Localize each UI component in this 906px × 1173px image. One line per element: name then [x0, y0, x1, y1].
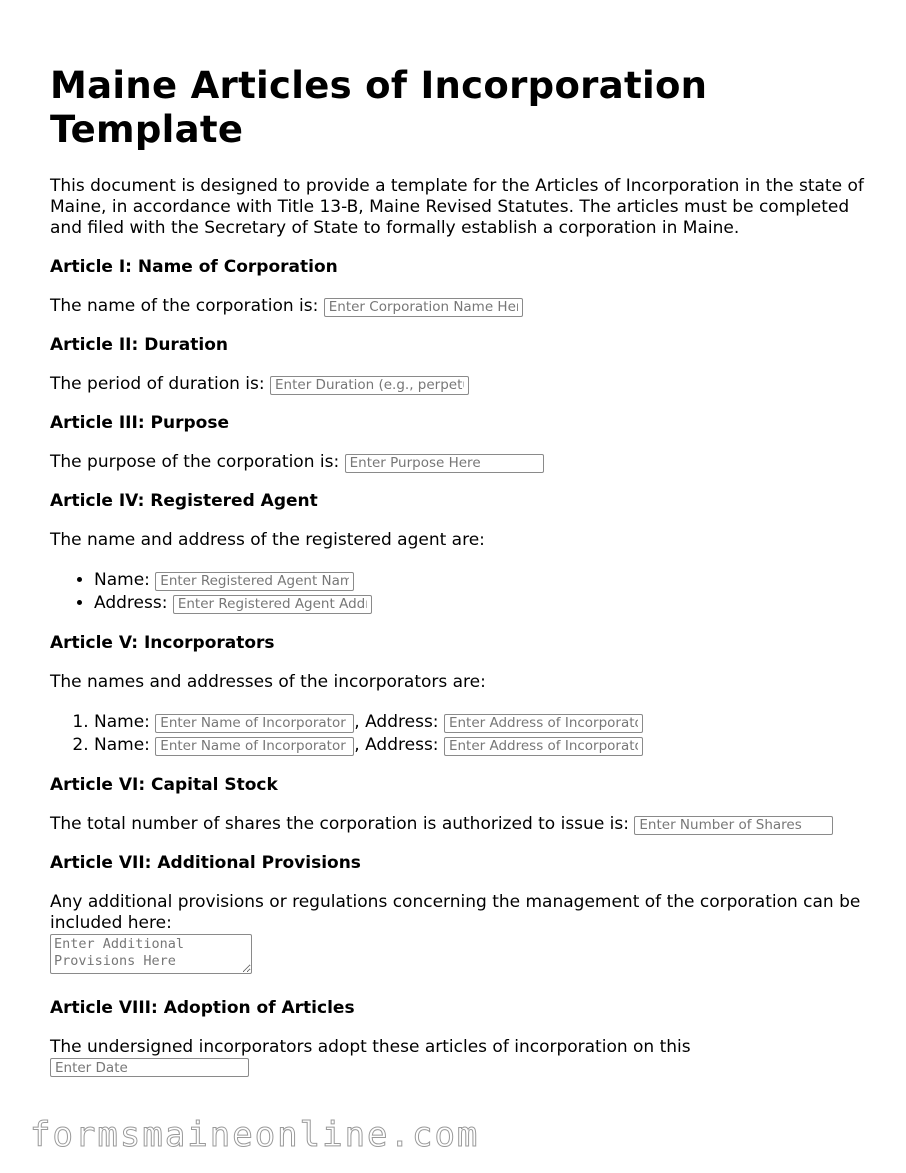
article-1-heading: Article I: Name of Corporation	[50, 257, 338, 277]
article-2-heading: Article II: Duration	[50, 335, 229, 355]
date-input[interactable]	[50, 1058, 249, 1077]
incorporator-1-address-input[interactable]	[444, 714, 643, 733]
article-2-text: The period of duration is:	[50, 374, 265, 394]
article-3-paragraph	[50, 452, 870, 473]
article-5-heading: Article V: Incorporators	[50, 633, 275, 653]
list-item	[94, 734, 870, 757]
article-3-text: The purpose of the corporation is:	[50, 452, 340, 472]
incorporator-address-label: , Address:	[354, 712, 439, 732]
corporation-name-input[interactable]	[324, 298, 523, 317]
agent-address-label: Address:	[94, 593, 168, 613]
article-7-heading: Article VII: Additional Provisions	[50, 853, 361, 873]
incorporator-1-name-input[interactable]	[155, 714, 354, 733]
incorporators-list	[50, 711, 870, 757]
list-item	[94, 569, 870, 592]
list-item	[94, 711, 870, 734]
article-6-paragraph	[50, 814, 870, 835]
incorporator-name-label: Name:	[94, 712, 150, 732]
article-8-heading: Article VIII: Adoption of Articles	[50, 998, 355, 1018]
intro-paragraph: This document is designed to provide a template for the Articles of Incorporation in the state of Maine, in accordance with Title 13-B, Maine Revised Statutes. The articles must be completed and filed with the Secretary of State to formally establish a corporation in Maine.	[50, 176, 864, 238]
list-item	[94, 592, 870, 615]
article-4-heading: Article IV: Registered Agent	[50, 491, 318, 511]
incorporator-name-label: Name:	[94, 735, 150, 755]
incorporator-address-label: , Address:	[354, 735, 439, 755]
article-7-text: Any additional provisions or regulations concerning the management of the corporation can be included here:	[50, 892, 861, 933]
article-6-heading: Article VI: Capital Stock	[50, 775, 278, 795]
article-1-text: The name of the corporation is:	[50, 296, 319, 316]
additional-provisions-textarea[interactable]	[50, 934, 252, 974]
registered-agent-list	[50, 569, 870, 615]
duration-input[interactable]	[270, 376, 469, 395]
article-5-text: The names and addresses of the incorporators are:	[50, 672, 486, 692]
agent-address-input[interactable]	[173, 595, 372, 614]
article-8-text: The undersigned incorporators adopt these articles of incorporation on this	[50, 1037, 691, 1057]
article-4-text: The name and address of the registered agent are:	[50, 530, 485, 550]
incorporator-2-name-input[interactable]	[155, 737, 354, 756]
shares-input[interactable]	[634, 816, 833, 835]
article-3-heading: Article III: Purpose	[50, 413, 229, 433]
purpose-input[interactable]	[345, 454, 544, 473]
incorporator-2-address-input[interactable]	[444, 737, 643, 756]
agent-name-label: Name:	[94, 570, 150, 590]
article-1-paragraph	[50, 296, 870, 317]
document	[50, 0, 870, 1077]
page-title: Maine Articles of Incorporation Template	[50, 64, 708, 151]
article-2-paragraph	[50, 374, 870, 395]
watermark: formsmaineonline.com	[30, 1115, 480, 1155]
article-6-text: The total number of shares the corporation is authorized to issue is:	[50, 814, 629, 834]
agent-name-input[interactable]	[155, 572, 354, 591]
